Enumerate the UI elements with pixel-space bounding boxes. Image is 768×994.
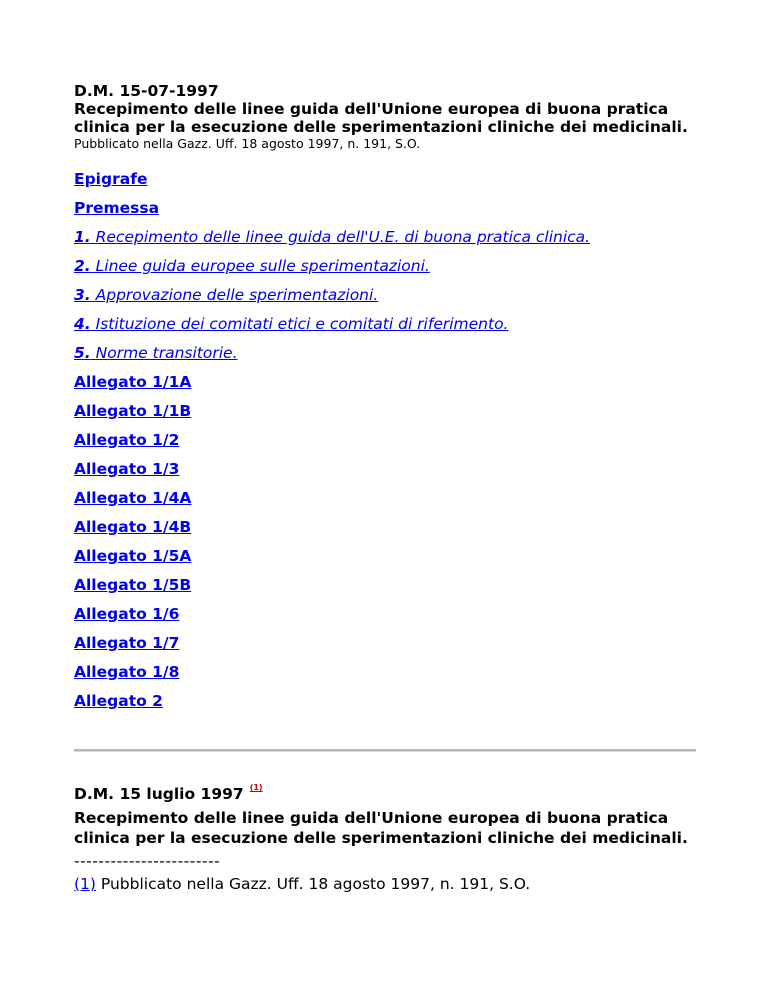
toc-link-allegato-1-5b[interactable]: Allegato 1/5B [74, 576, 192, 594]
toc-link-article-2[interactable] [74, 257, 430, 275]
section-subtitle: Recepimento delle linee guida dell'Unione europea di buona pratica clinica per la esecuzione delle sperimentazioni cliniche dei medicinali. [74, 809, 688, 847]
footnote-text: Pubblicato nella Gazz. Uff. 18 agosto 1997, n. 191, S.O. [95, 875, 531, 893]
article-title: Recepimento delle linee guida dell'U.E. di buona pratica clinica. [95, 228, 591, 246]
article-number: 3. [74, 286, 91, 304]
toc-link-allegato-1-4a[interactable]: Allegato 1/4A [74, 489, 192, 507]
toc-link-article-5[interactable] [74, 344, 238, 362]
toc-link-allegato-1-5a[interactable]: Allegato 1/5A [74, 547, 192, 565]
article-title: Approvazione delle sperimentazioni. [95, 286, 379, 304]
dm-code: D.M. 15-07-1997 [74, 82, 219, 100]
article-number: 1. [74, 228, 91, 246]
toc-link-allegato-1-6[interactable]: Allegato 1/6 [74, 605, 180, 623]
toc-link-allegato-1-8[interactable]: Allegato 1/8 [74, 663, 180, 681]
footnote [74, 875, 530, 893]
toc-link-premessa[interactable]: Premessa [74, 199, 160, 217]
section-title [74, 779, 263, 803]
toc-link-allegato-1-2[interactable]: Allegato 1/2 [74, 431, 180, 449]
table-of-contents [74, 171, 696, 722]
toc-link-article-4[interactable] [74, 315, 508, 333]
article-number: 4. [74, 315, 91, 333]
article-title: Istituzione dei comitati etici e comitati di riferimento. [95, 315, 509, 333]
article-number: 2. [74, 257, 91, 275]
toc-link-epigrafe[interactable]: Epigrafe [74, 170, 148, 188]
article-title: Norme transitorie. [95, 344, 238, 362]
footnote-ref-link[interactable]: (1) [249, 783, 263, 792]
toc-link-allegato-1-1a[interactable]: Allegato 1/1A [74, 373, 192, 391]
toc-link-allegato-1-1b[interactable]: Allegato 1/1B [74, 402, 192, 420]
footnote-backlink[interactable]: (1) [74, 875, 96, 893]
toc-link-allegato-1-3[interactable]: Allegato 1/3 [74, 460, 180, 478]
section-title-text: D.M. 15 luglio 1997 [74, 785, 244, 803]
toc-link-article-1[interactable] [74, 228, 590, 246]
document-header [74, 82, 696, 722]
publication-note: Pubblicato nella Gazz. Uff. 18 agosto 1997, n. 191, S.O. [74, 136, 421, 151]
toc-link-allegato-1-4b[interactable]: Allegato 1/4B [74, 518, 192, 536]
document-title: Recepimento delle linee guida dell'Unione europea di buona pratica clinica per la esecuzione delle sperimentazioni cliniche dei medicinali. [74, 100, 688, 136]
article-number: 5. [74, 344, 91, 362]
separator-line: ------------------------ [74, 852, 221, 870]
article-title: Linee guida europee sulle sperimentazioni. [95, 257, 430, 275]
toc-link-allegato-1-7[interactable]: Allegato 1/7 [74, 634, 180, 652]
horizontal-divider [74, 749, 696, 752]
toc-link-article-3[interactable] [74, 286, 378, 304]
toc-link-allegato-2[interactable]: Allegato 2 [74, 692, 163, 710]
